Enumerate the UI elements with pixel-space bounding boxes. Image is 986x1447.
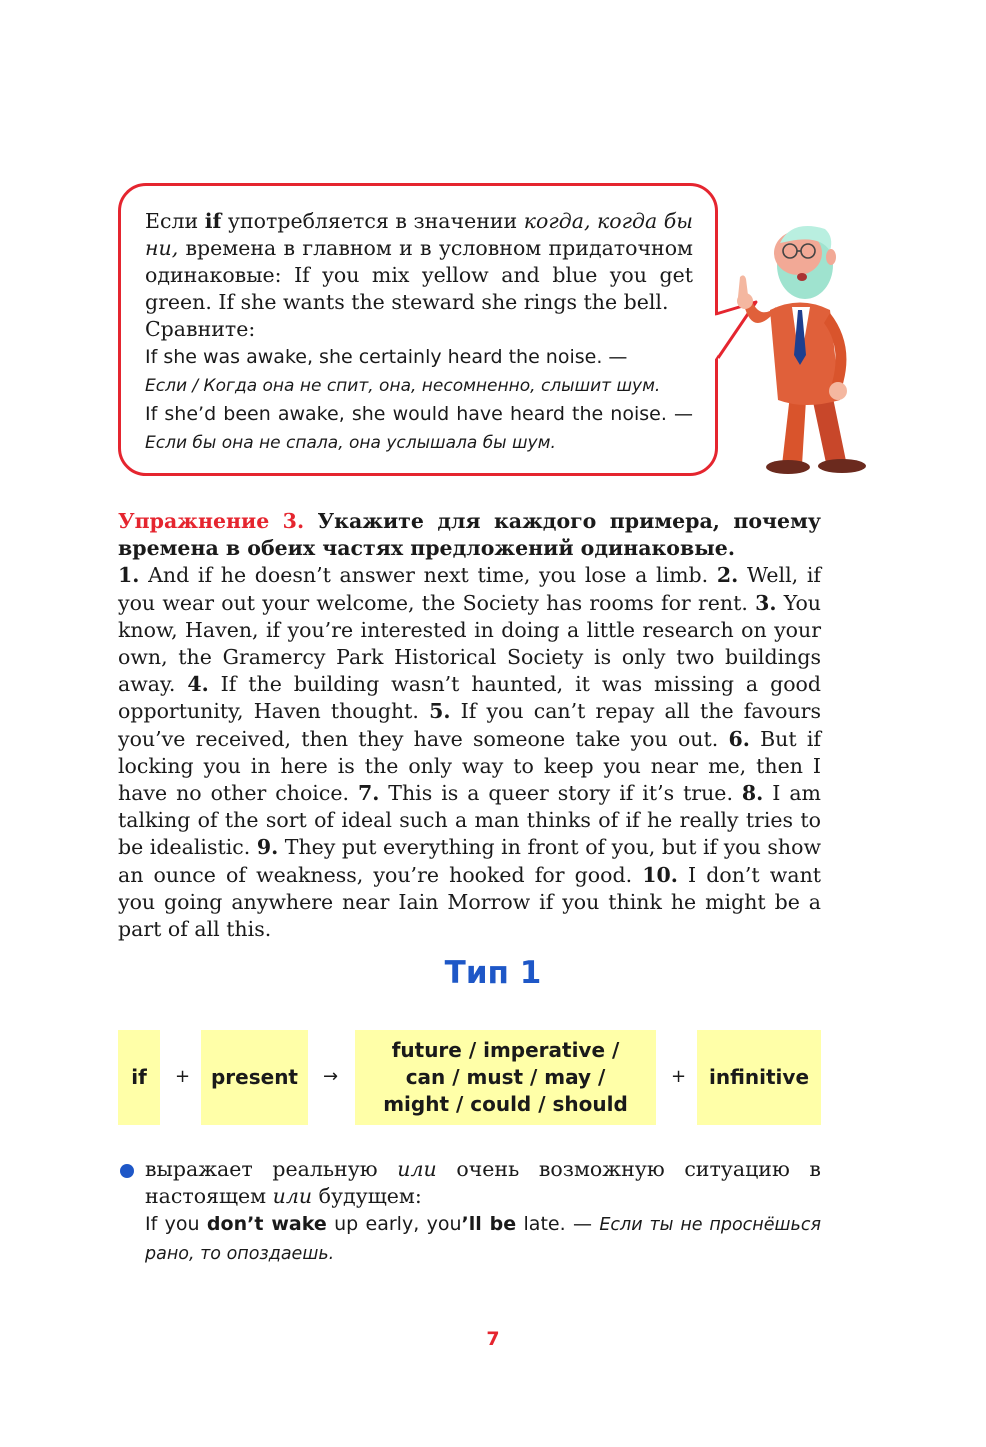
formula-modal-line: can / must / may /	[405, 1065, 606, 1089]
arrow-icon: →	[323, 1066, 339, 1087]
item-number: 6.	[728, 726, 750, 751]
example-1-english: If she was awake, she certainly heard the noise. —	[145, 346, 628, 368]
if-keyword: if	[204, 209, 222, 233]
item-number: 4.	[187, 672, 209, 697]
item-text: This is a queer story if it’s true.	[379, 781, 742, 806]
item-number: 2.	[716, 563, 739, 588]
item-number: 5.	[429, 699, 451, 724]
bullet-icon	[120, 1164, 134, 1178]
bullet-example	[145, 1213, 821, 1264]
example-2-english: If she’d been awake, she would have heard the noise. —	[145, 403, 693, 425]
example-bold: don’t wake	[206, 1213, 327, 1235]
bullet-run: будущем:	[312, 1184, 422, 1208]
example-run: If you	[145, 1213, 207, 1235]
teacher-illustration	[730, 215, 880, 480]
item-text: But if locking you in here is the only way to keep you near me, then I have no other choice.	[118, 726, 821, 806]
bullet-italic: или	[272, 1184, 313, 1208]
item-number: 7.	[357, 781, 380, 806]
bubble-text-run: употребляется в значении	[221, 209, 524, 233]
item-text: You know, Haven, if you’re interested in doing a little research on your own, the Gramercy Park Historical Society is only two buildings away.	[118, 590, 821, 697]
exercise-instruction: Укажите для каждого примера, почему времена в обеих частях предложений одинаковые.	[118, 509, 822, 561]
bullet-text	[145, 1156, 821, 1268]
item-text: I don’t want you going anywhere near Iain Morrow if you think he might be a part of all this.	[118, 862, 822, 942]
example-run: up early, you	[326, 1213, 462, 1235]
formula-modal-box	[355, 1030, 656, 1125]
item-text: I am talking of the sort of ideal such a man thinks of if he really tries to be idealistic.	[118, 781, 821, 860]
item-text: Well, if you wear out your welcome, the Society has rooms for rent.	[118, 563, 821, 615]
item-text: If the building wasn’t haunted, it was missing a good opportunity, Haven thought.	[118, 672, 821, 724]
example-2-russian: Если бы она не спала, она услышала бы шум.	[145, 433, 556, 453]
example-bold: ’ll be	[461, 1213, 517, 1235]
example-1-russian: Если / Когда она не спит, она, несомненно, слышит шум.	[145, 376, 661, 396]
page-number: 7	[486, 1328, 500, 1350]
formula-modal-line: future / imperative /	[391, 1038, 620, 1062]
formula-infinitive-box: infinitive	[697, 1030, 821, 1125]
example-run: late. —	[516, 1213, 600, 1235]
formula-present-box: present	[201, 1030, 308, 1125]
item-number: 1.	[118, 563, 140, 588]
item-number: 9.	[256, 835, 279, 860]
item-text: If you can’t repay all the favours you’ve received, then they have someone take you out.	[118, 699, 821, 751]
plus-sign: +	[175, 1066, 191, 1087]
item-number: 8.	[741, 781, 764, 806]
bubble-text-run: времена в главном и в условном придаточном одинаковые: If you mix yellow and blue you get green. If she wants the steward she rings the bell.	[145, 236, 693, 314]
section-title: Тип 1	[444, 955, 542, 991]
exercise-label: Упражнение 3.	[118, 509, 305, 533]
bubble-text-run: Если	[145, 209, 205, 233]
example-translation: Если ты не проснёшься рано, то опоздаешь.	[145, 1215, 821, 1264]
item-text: They put everything in front of you, but if you show an ounce of weakness, you’re hooked for good.	[118, 835, 821, 887]
plus-sign: +	[671, 1066, 687, 1087]
item-number: 3.	[755, 590, 777, 615]
item-number: 10.	[642, 862, 678, 887]
bullet-run: очень возможную ситуацию в настоящем	[145, 1157, 821, 1208]
bubble-italic-run: когда, когда бы ни,	[145, 209, 694, 260]
exercise-3	[118, 508, 821, 943]
bubble-text	[145, 208, 693, 457]
bullet-run: выражает реальную	[145, 1157, 398, 1181]
formula-modal-line: might / could / should	[383, 1092, 628, 1116]
compare-label: Сравните:	[145, 317, 256, 341]
bullet-italic: или	[397, 1157, 437, 1181]
formula-if-box: if	[118, 1030, 160, 1125]
item-text: And if he doesn’t answer next time, you lose a limb.	[139, 563, 717, 588]
